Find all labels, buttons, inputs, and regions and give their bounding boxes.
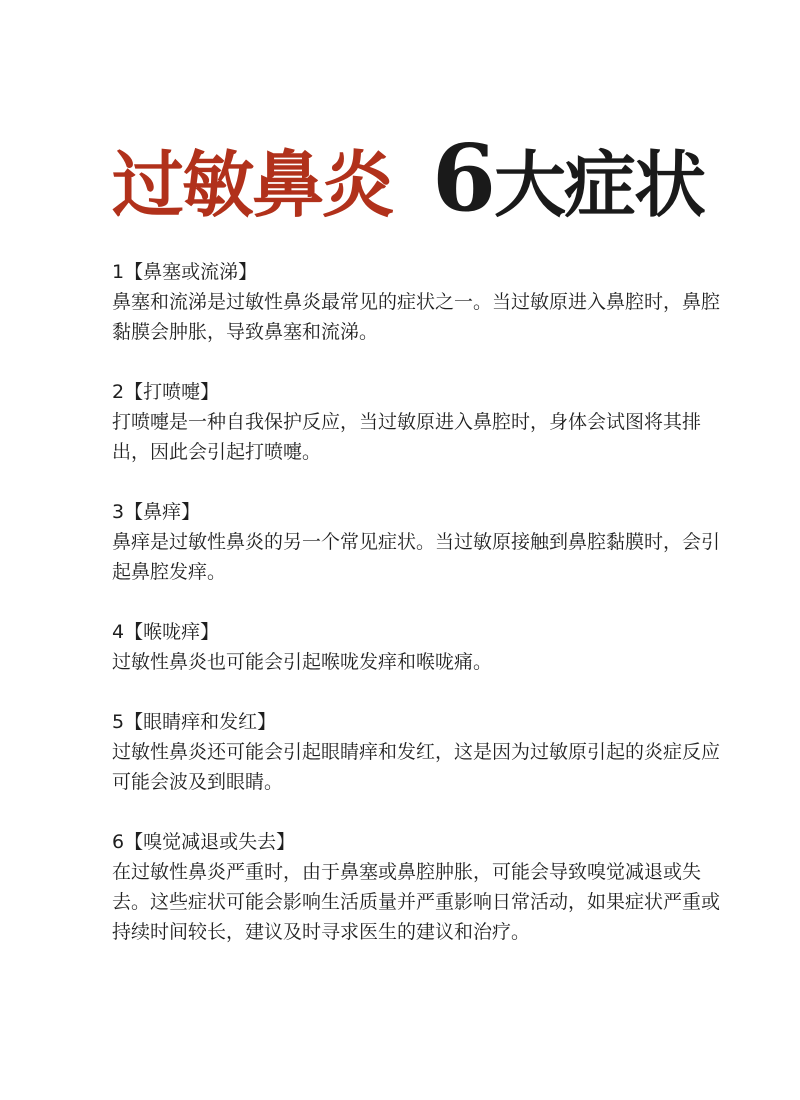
symptom-heading xyxy=(112,377,732,407)
symptom-number: 1 xyxy=(112,261,125,283)
symptom-heading xyxy=(112,617,732,647)
symptom-section-6 xyxy=(112,827,732,947)
symptom-heading xyxy=(112,707,732,737)
symptom-number: 5 xyxy=(112,711,125,733)
symptom-description: 鼻塞和流涕是过敏性鼻炎最常见的症状之一。当过敏原进入鼻腔时，鼻腔黏膜会肿胀，导致鼻塞和流涕。 xyxy=(112,291,721,343)
title-number: 6 xyxy=(432,124,495,232)
symptom-section-2 xyxy=(112,377,732,467)
symptom-list xyxy=(112,257,732,947)
symptom-heading xyxy=(112,827,732,857)
symptom-description: 打喷嚏是一种自我保护反应，当过敏原进入鼻腔时，身体会试图将其排出，因此会引起打喷嚏。 xyxy=(112,411,702,463)
symptom-number: 6 xyxy=(112,831,125,853)
symptom-title: 【打喷嚏】 xyxy=(124,381,220,403)
title-topic: 过敏鼻炎 xyxy=(112,142,393,227)
symptom-number: 3 xyxy=(112,501,125,523)
symptom-heading xyxy=(112,497,732,527)
symptom-title: 【眼睛痒和发红】 xyxy=(124,711,277,733)
symptom-title: 【鼻痒】 xyxy=(124,501,201,523)
symptom-description: 过敏性鼻炎还可能会引起眼睛痒和发红，这是因为过敏原引起的炎症反应可能会波及到眼睛。 xyxy=(112,741,721,793)
symptom-section-3 xyxy=(112,497,732,587)
symptom-section-1 xyxy=(112,257,732,347)
title-suffix: 大症状 xyxy=(494,142,705,227)
symptom-section-5 xyxy=(112,707,732,797)
symptom-section-4 xyxy=(112,617,732,677)
page-title xyxy=(112,124,732,232)
symptom-title: 【鼻塞或流涕】 xyxy=(124,261,258,283)
symptom-title: 【喉咙痒】 xyxy=(124,621,220,643)
symptom-number: 4 xyxy=(112,621,125,643)
symptom-description: 在过敏性鼻炎严重时，由于鼻塞或鼻腔肿胀，可能会导致嗅觉减退或失去。这些症状可能会影响生活质量并严重影响日常活动，如果症状严重或持续时间较长，建议及时寻求医生的建议和治疗。 xyxy=(112,861,721,943)
symptom-description: 过敏性鼻炎也可能会引起喉咙发痒和喉咙痛。 xyxy=(112,651,493,673)
symptom-description: 鼻痒是过敏性鼻炎的另一个常见症状。当过敏原接触到鼻腔黏膜时，会引起鼻腔发痒。 xyxy=(112,531,721,583)
symptom-title: 【嗅觉减退或失去】 xyxy=(124,831,296,853)
symptom-number: 2 xyxy=(112,381,125,403)
symptom-heading xyxy=(112,257,732,287)
